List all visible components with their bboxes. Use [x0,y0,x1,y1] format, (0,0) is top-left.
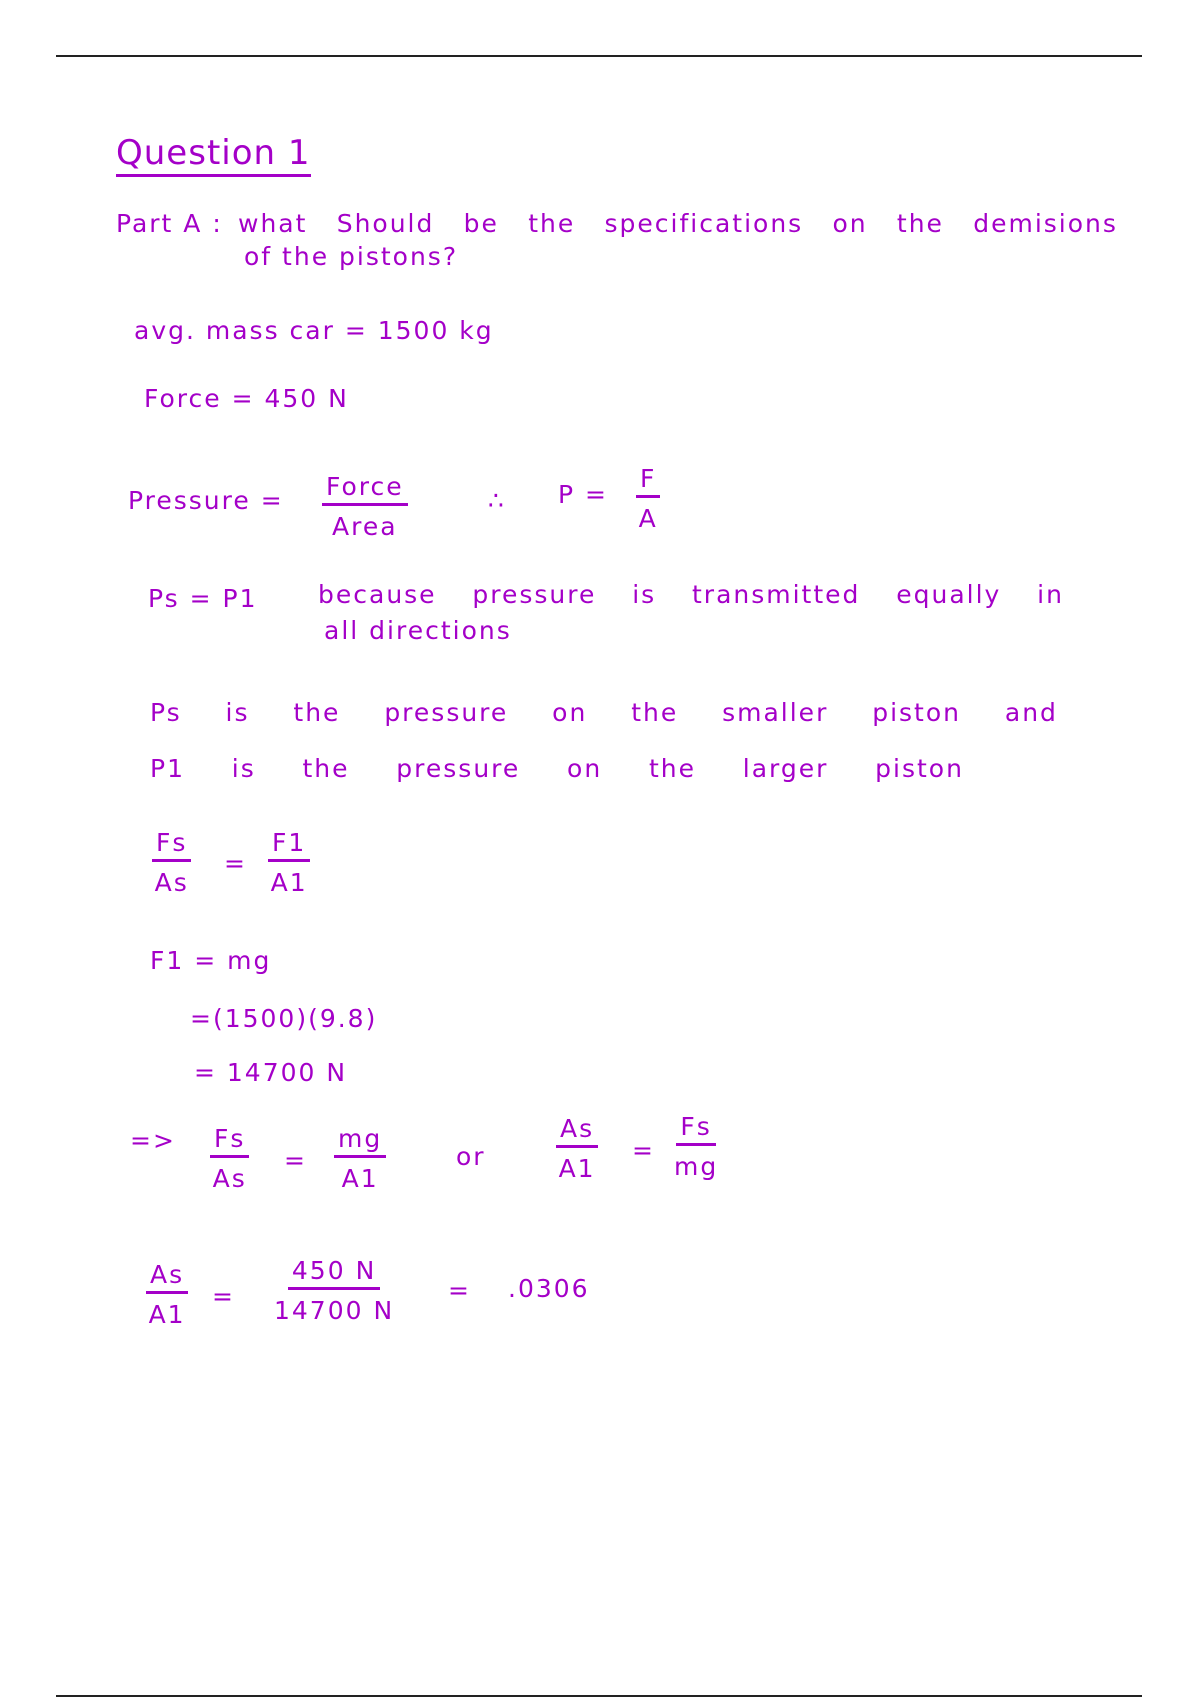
definition-word: is [231,754,256,783]
equal-pressure-reason-line1 [318,582,1064,607]
weight-result: = 14700 N [194,1058,348,1087]
question-word: specifications [604,209,804,238]
definition-word: piston [872,698,962,727]
question-word: the [896,209,944,238]
fraction-denominator: As [212,1164,247,1193]
definition-word: the [631,698,679,727]
question-word: the [528,209,576,238]
definition-word: is [225,698,250,727]
pressure-fraction [322,474,408,539]
implies-equals-2: = [632,1136,655,1165]
question-word: be [463,209,499,238]
ratio-equals: = [224,849,247,878]
definition-word: and [1004,698,1058,727]
definition-word: pressure [384,698,509,727]
fraction-numerator: F [636,466,660,498]
definition-word: on [567,754,603,783]
implies-fraction-c [556,1116,598,1181]
definition-word: piston [875,754,964,783]
definition-row-large [150,756,964,781]
definition-word: the [293,698,341,727]
definition-word: Ps [150,698,182,727]
reason-word: transmitted [691,580,861,609]
top-rule [56,55,1142,57]
p-fraction [636,466,660,531]
result-left-fraction [146,1262,188,1327]
fraction-denominator: A1 [270,868,308,897]
definition-word: the [648,754,696,783]
fraction-numerator: Fs [210,1126,249,1158]
fraction-denominator: A [638,504,658,533]
fraction-denominator: Area [332,512,398,541]
reason-word: in [1037,580,1064,609]
reason-word: because [318,580,437,609]
definition-word: P1 [150,754,185,783]
weight-equation: F1 = mg [150,946,272,975]
question-title: Question 1 [116,136,311,177]
bottom-rule [56,1695,1142,1697]
equal-pressure-reason-line2: all directions [324,616,512,645]
reason-word: is [632,580,657,609]
definition-word: the [302,754,350,783]
fraction-numerator: 450 N [288,1258,380,1290]
result-value: .0306 [508,1274,590,1303]
implies-fraction-d [674,1114,718,1179]
question-word: what [238,209,308,238]
definition-word: pressure [396,754,521,783]
part-a-question-line1 [238,211,1118,236]
implies-fraction-b [334,1126,386,1191]
definition-word: on [552,698,588,727]
fraction-denominator: 14700 N [274,1296,395,1325]
fraction-numerator: F1 [268,830,310,862]
fraction-numerator: As [146,1262,188,1294]
part-a-question-line2: of the pistons? [244,242,459,271]
fraction-numerator: Fs [152,830,191,862]
ratio-right-fraction [268,830,310,895]
given-force: Force = 450 N [144,384,349,413]
reason-word: equally [896,580,1002,609]
definition-word: larger [742,754,829,783]
fraction-denominator: mg [674,1152,719,1181]
result-right-fraction [274,1258,394,1323]
implies-arrow: => [130,1126,176,1155]
part-a-label: Part A : [116,209,223,238]
implies-fraction-a [210,1126,249,1191]
definition-row-small [150,700,1058,725]
p-equals: P = [558,480,608,509]
equal-pressure-eq: Ps = P1 [148,584,258,613]
fraction-numerator: Force [322,474,408,506]
or-text: or [456,1142,486,1171]
result-equals-2: = [448,1276,471,1305]
implies-equals-1: = [284,1146,307,1175]
question-word: demisions [973,209,1118,238]
fraction-numerator: As [556,1116,598,1148]
fraction-denominator: A1 [341,1164,379,1193]
pressure-lhs: Pressure = [128,486,284,515]
reason-word: pressure [472,580,597,609]
question-word: on [832,209,868,238]
ratio-left-fraction [152,830,191,895]
result-equals-1: = [212,1282,235,1311]
question-word: Should [336,209,435,238]
fraction-denominator: A1 [558,1154,596,1183]
fraction-numerator: mg [334,1126,386,1158]
given-mass: avg. mass car = 1500 kg [134,316,494,345]
definition-word: smaller [722,698,829,727]
fraction-denominator: As [154,868,189,897]
weight-substitution: =(1500)(9.8) [190,1004,378,1033]
fraction-denominator: A1 [148,1300,186,1329]
therefore-symbol: ∴ [488,486,506,515]
fraction-numerator: Fs [676,1114,715,1146]
